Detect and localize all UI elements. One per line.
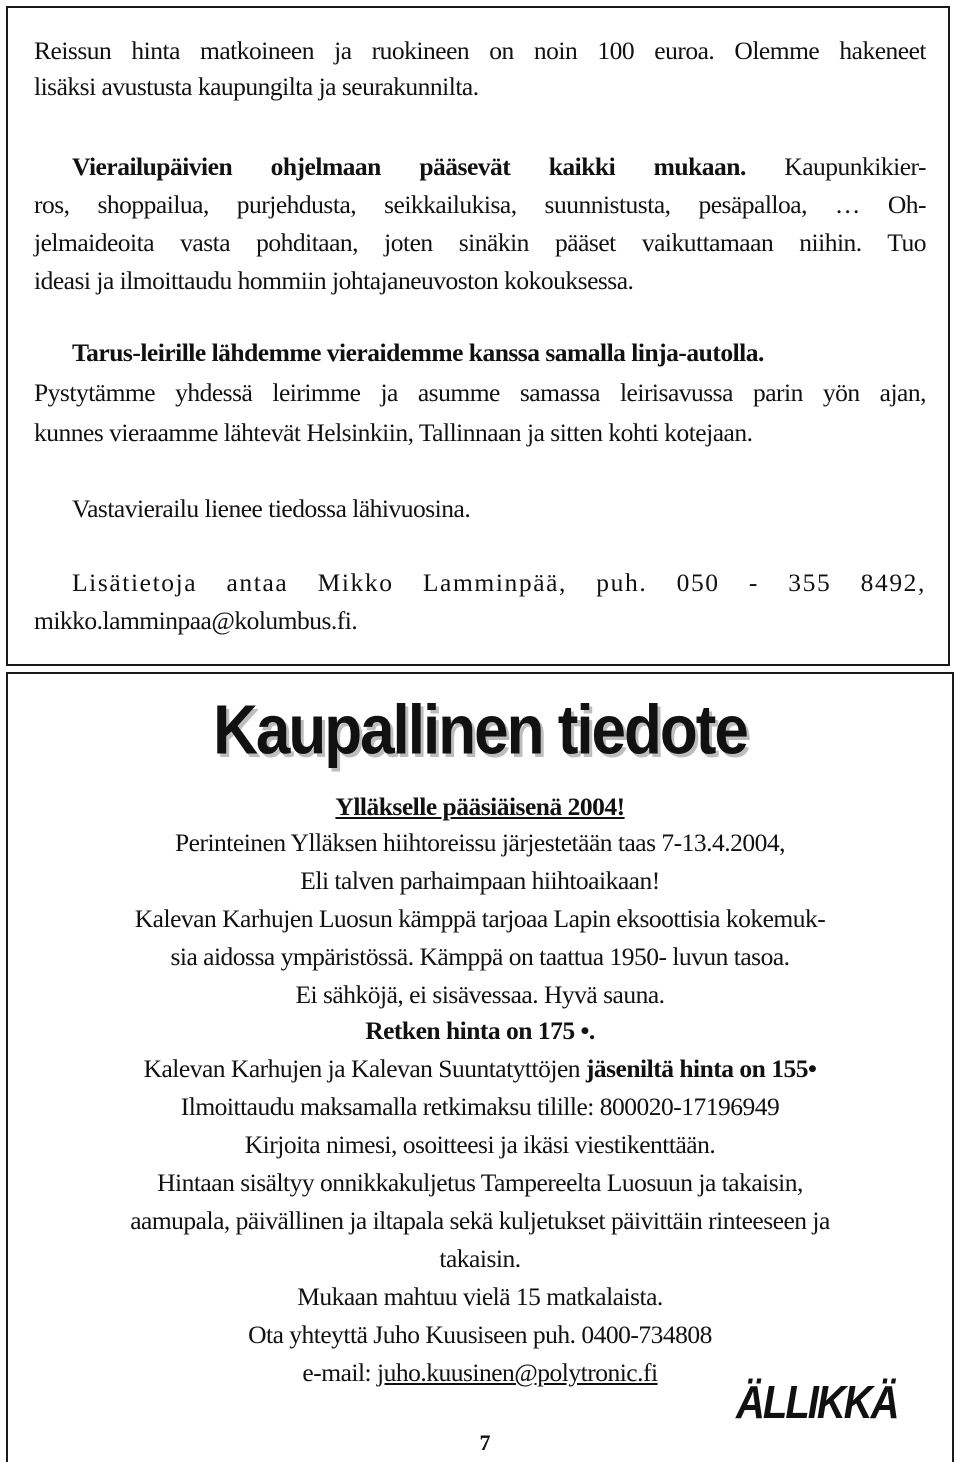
top-section-frame [6, 6, 950, 666]
p4-line: Vastavierailu lienee tiedossa lähivuosina. [72, 494, 471, 523]
p2-line-1 [34, 152, 926, 182]
p2-lead-rest: Kaupunkikier- [745, 152, 926, 181]
notice-line-12: Ota yhteyttä Juho Kuusiseen puh. 0400-734808 [248, 1320, 712, 1349]
notice-email-line: e-mail: juho.kuusinen@polytronic.fi [302, 1358, 658, 1387]
p3-line-1: Pystytämme yhdessä leirimme ja asumme samassa leirisavussa parin yön ajan, [34, 378, 926, 407]
notice-subtitle: Ylläkselle pääsiäisenä 2004! [335, 792, 625, 821]
notice-price: Retken hinta on 175 •. [365, 1016, 595, 1045]
email-link[interactable]: juho.kuusinen@polytronic.fi [377, 1358, 658, 1387]
p2-bold-lead: Vierailupäivien ohjelmaan pääsevät kaikki mukaan. [72, 152, 746, 181]
notice-line-5: Ei sähköjä, ei sisävessaa. Hyvä sauna. [295, 980, 665, 1009]
notice-member-price: Kalevan Karhujen ja Kalevan Suuntatyttöjen jäseniltä hinta on 155• [143, 1054, 817, 1083]
notice-line-11: Mukaan mahtuu vielä 15 matkalaista. [297, 1282, 663, 1311]
allikka-logo [736, 1377, 898, 1429]
p2-line-4: ideasi ja ilmoittaudu hommiin johtajaneuvoston kokouksessa. [34, 266, 634, 295]
p3-line-2: kunnes vieraamme lähtevät Helsinkiin, Tallinnaan ja sitten kohti kotejaan. [34, 418, 753, 447]
notice-line-7: Kirjoita nimesi, osoitteesi ja ikäsi viestikenttään. [244, 1130, 716, 1159]
notice-line-1: Perinteinen Ylläksen hiihtoreissu järjestetään taas 7-13.4.2004, [174, 828, 786, 857]
p2-line-2: ros, shoppailua, purjehdusta, seikkailukisa, suunnistusta, pesäpalloa, … Oh- [34, 190, 926, 219]
p5-line-2: mikko.lamminpaa@kolumbus.fi. [34, 606, 358, 635]
p2-line-3: jelmaideoita vasta pohditaan, joten sinäkin pääset vaikuttamaan niihin. Tuo [34, 228, 926, 257]
notice-line-2: Eli talven parhaimpaan hiihtoaikaan! [300, 866, 660, 895]
notice-line-4: sia aidossa ympäristössä. Kämppä on taattua 1950- luvun tasoa. [170, 942, 790, 971]
notice-line-6: Ilmoittaudu maksamalla retkimaksu tilille: 800020-17196949 [180, 1092, 780, 1121]
notice-headline: Kaupallinen tiedote [213, 691, 747, 770]
p1-line-1: Reissun hinta matkoineen ja ruokineen on noin 100 euroa. Olemme hakeneet [34, 36, 926, 65]
notice-line-10: takaisin. [439, 1244, 521, 1273]
notice-line-8: Hintaan sisältyy onnikkakuljetus Tampereelta Luosuun ja takaisin, [157, 1168, 803, 1197]
page-number: 7 [479, 1430, 491, 1455]
notice-line-9: aamupala, päivällinen ja iltapala sekä kuljetukset päivittäin rinteeseen ja [130, 1206, 830, 1235]
p5-line-1: Lisätietoja antaa Mikko Lamminpää, puh. 050 - 355 8492, [72, 568, 926, 597]
notice-line-3: Kalevan Karhujen Luosun kämppä tarjoaa Lapin eksoottisia kokemuk- [134, 904, 826, 933]
p1-line-2: lisäksi avustusta kaupungilta ja seurakunnilta. [34, 72, 479, 101]
logo-wordmark: ÄLLIKKÄ [736, 1377, 898, 1429]
p3-bold-lead: Tarus-leirille lähdemme vieraidemme kanssa samalla linja-autolla. [72, 338, 764, 367]
